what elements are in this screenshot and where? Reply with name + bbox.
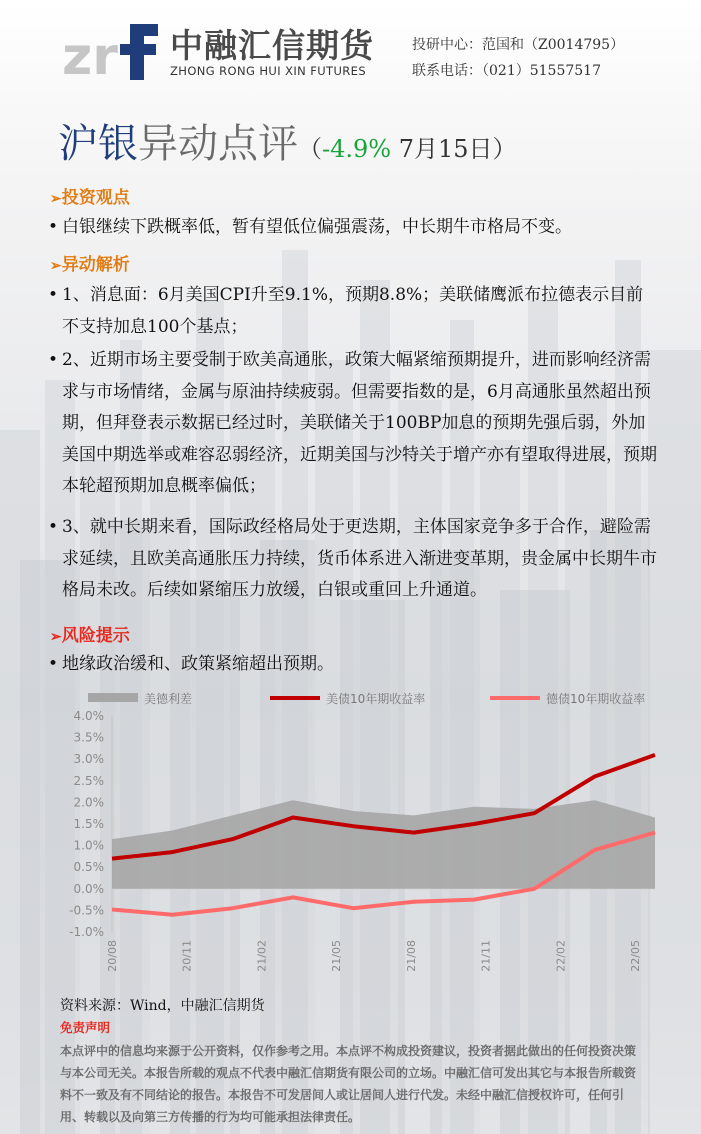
legend-label: 德债10年期收益率 — [546, 692, 646, 706]
title-paren: （ — [298, 135, 322, 163]
y-tick-label: -0.5% — [69, 903, 104, 918]
data-source: 资料来源：Wind，中融汇信期货 — [60, 998, 265, 1014]
y-tick-label: 0.5% — [73, 860, 104, 875]
bullet-icon: • — [48, 517, 59, 537]
x-tick-label: 21/02 — [255, 940, 269, 972]
arrow-icon: ➢ — [50, 258, 62, 274]
arrow-icon: ➢ — [50, 629, 62, 645]
risk-bullet: • 地缘政治缓和、政策紧缩超出预期。 — [48, 649, 658, 681]
svg-text:zr: zr — [62, 27, 118, 80]
disclaimer-title: 免责声明 — [60, 1020, 111, 1035]
title-topic: 异动点评 — [138, 121, 298, 167]
y-tick-label: 4.0% — [73, 709, 104, 723]
y-tick-label: 2.0% — [73, 795, 104, 810]
brand-name-cn: 中融汇信期货 — [170, 26, 374, 65]
analysis-bullet-1: • 1、消息面：6月美国CPI升至9.1%，预期8.8%；美联储鹰派布拉德表示目前不支持加息100个基点； — [48, 280, 658, 343]
x-tick-label: 20/11 — [180, 940, 194, 972]
analysis-bullet-3: • 3、就中长期来看，国际政经格局处于更迭期，主体国家竞争多于合作，避险需求延续，且欧美高通胀压力持续，货币体系进入渐进变革期，贵金属中长期牛市格局未改。后续如紧缩压力放缓，白银或重回上升通道。 — [48, 512, 658, 607]
bullet-icon: • — [48, 654, 59, 674]
section-heading-risk: ➢风险提示 — [50, 626, 130, 646]
company-logo — [62, 18, 158, 80]
analyst-contact: 投研中心：范国和（Z0014795） — [412, 37, 625, 53]
bullet-icon: • — [48, 350, 59, 370]
arrow-icon: ➢ — [50, 191, 62, 207]
title-commodity: 沪银 — [58, 121, 138, 167]
x-tick-label: 20/08 — [106, 940, 119, 972]
bullet-icon: • — [48, 217, 59, 237]
title-date: 7月15日） — [391, 135, 517, 163]
view-bullet: • 白银继续下跌概率低，暂有望低位偏强震荡，中长期牛市格局不变。 — [48, 212, 658, 244]
bullet-icon: • — [48, 285, 59, 305]
page-title — [58, 112, 517, 169]
x-tick-label: 21/08 — [404, 940, 418, 972]
x-tick-label: 21/05 — [330, 940, 344, 972]
y-tick-label: -1.0% — [69, 925, 104, 939]
y-tick-label: 1.0% — [73, 838, 104, 853]
title-change: -4.9% — [322, 135, 392, 163]
y-tick-label: 3.0% — [73, 752, 104, 767]
series-area-spread — [112, 800, 655, 889]
phone-contact: 联系电话：（021）51557517 — [412, 63, 601, 79]
y-tick-label: 0.0% — [73, 881, 104, 896]
brand-name-en: ZHONG RONG HUI XIN FUTURES — [170, 64, 367, 78]
y-tick-label: 1.5% — [73, 817, 104, 831]
x-tick-label: 22/05 — [629, 940, 642, 972]
legend-label: 美债10年期收益率 — [326, 692, 426, 706]
y-tick-label: 3.5% — [73, 730, 104, 745]
x-tick-label: 21/11 — [479, 940, 493, 972]
yield-chart — [50, 683, 665, 993]
analysis-bullet-2: • 2、近期市场主要受制于欧美高通胀，政策大幅紧缩预期提升，进而影响经济需求与市场情绪，金属与原油持续疲弱。但需要指数的是，6月高通胀虽然超出预期，但拜登表示数据已经过时，美联储关于100BP加息的预期先强后弱，外加美国中期选举或难容忍弱经济，近期美国与沙特关于增产亦有望取得进展，预期本轮超预期加息概率偏低； — [48, 345, 658, 503]
legend-label: 美德利差 — [144, 692, 193, 706]
legend-swatch — [88, 693, 138, 702]
section-heading-analysis: ➢异动解析 — [50, 255, 130, 275]
disclaimer-text: 本点评中的信息均来源于公开资料，仅作参考之用。本点评不构成投资建议，投资者据此做出的任何投资决策与本公司无关。本报告所载的观点不代表中融汇信期货有限公司的立场。中融汇信可发出其它与本报告所载资料不一致及有不同结论的报告。本报告不可发居间人或让居间人进行代发。未经中融汇信授权许可，任何引用、转载以及向第三方传播的行为均可能承担法律责任。 — [60, 1044, 637, 1124]
x-tick-label: 22/02 — [554, 940, 568, 972]
y-tick-label: 2.5% — [73, 773, 104, 788]
section-heading-view: ➢投资观点 — [50, 188, 130, 208]
